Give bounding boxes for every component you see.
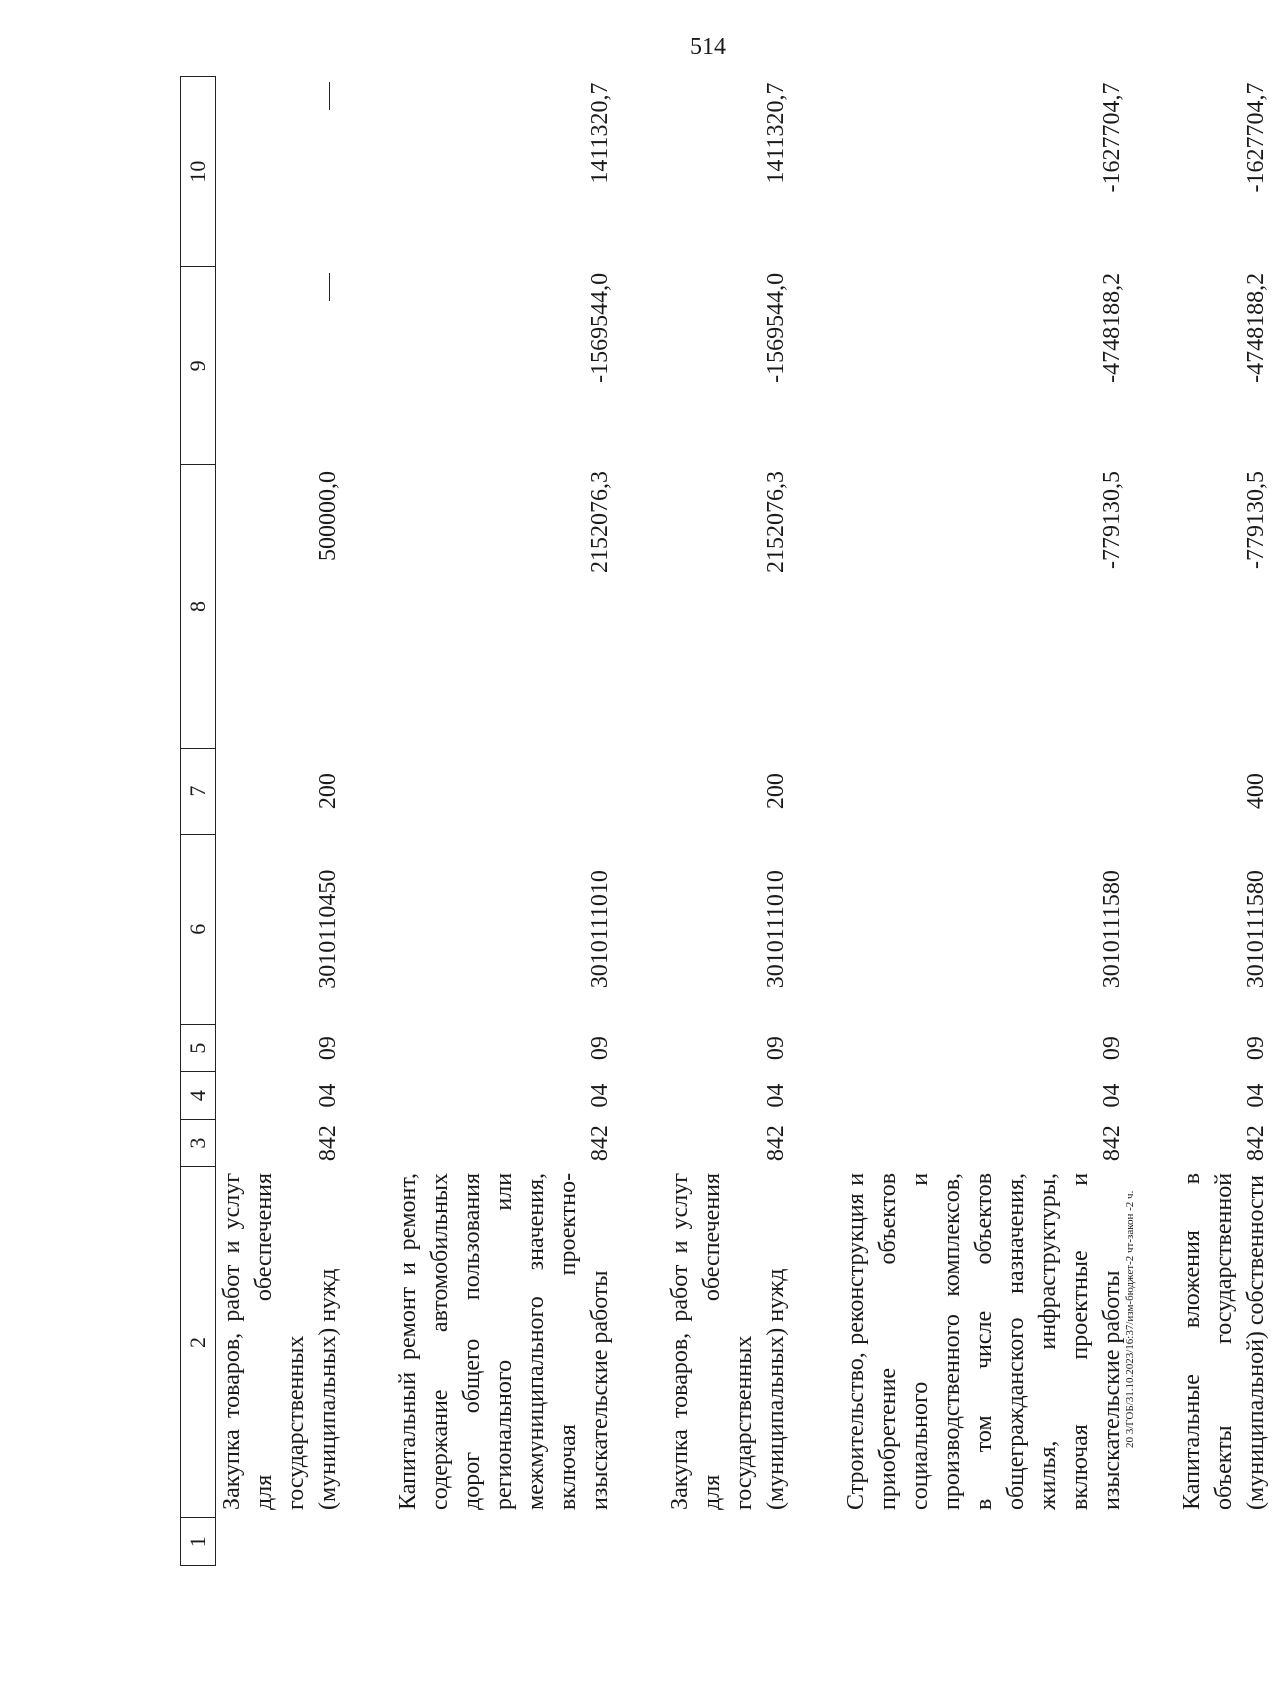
budget-table: [180, 76, 1272, 1566]
row-spacer: [792, 77, 840, 1566]
cell-expense-type: 200: [315, 773, 341, 810]
cell-amount-9: -1569544,0: [587, 272, 613, 383]
cell-subsection: 09: [315, 1036, 341, 1061]
row-description: Закупка товаров, работ и услуг для обеспечения государственных (муниципальных) нужд: [219, 1172, 341, 1510]
cell-section: 04: [1099, 1083, 1125, 1108]
cell-section: 04: [763, 1083, 789, 1108]
cell-target-article: 3010111010: [587, 870, 613, 989]
cell-amount-10: [216, 77, 345, 267]
cell-subsection: 09: [763, 1036, 789, 1061]
cell-ministry-code: 842: [315, 1125, 341, 1162]
cell-target-article: 3010110450: [315, 869, 341, 989]
header-cell: 8: [181, 465, 216, 748]
dash-mark: [329, 83, 330, 111]
cell-ministry-code: 842: [1099, 1125, 1125, 1162]
cell-amount-8: 2152076,3: [763, 470, 789, 573]
table-row: [216, 77, 345, 1566]
cell-expense-type: 400: [1243, 773, 1269, 810]
header-cell: 9: [181, 267, 216, 465]
table-row: [840, 77, 1128, 1566]
row-description: Закупка товаров, работ и услуг для обеспечения государственных (муниципальных) нужд: [667, 1172, 789, 1510]
row-spacer: [344, 77, 392, 1566]
cell-section: 04: [587, 1083, 613, 1108]
row-number: [392, 1518, 616, 1566]
footer-note: 20 3/ГОБ/31.10.2023/16:37/изм-бюджет-2 чт-закон -2 ч.: [1124, 1190, 1136, 1448]
header-cell: 5: [181, 1024, 216, 1072]
row-number: [216, 1518, 345, 1566]
header-cell: 6: [181, 834, 216, 1024]
header-cell: 10: [181, 77, 216, 267]
cell-amount-9: [216, 267, 345, 465]
row-number: [664, 1518, 792, 1566]
cell-ministry-code: 842: [1243, 1125, 1269, 1162]
cell-expense-type: [392, 748, 616, 834]
header-cell: 4: [181, 1072, 216, 1120]
cell-amount-9: -4748188,2: [1099, 272, 1125, 383]
row-description: Строительство, реконструкция и приобретение объектов социального и производственного комплексов, в том числе объектов общегражданского назначения, жилья, инфраструктуры, включая проектные и изыскательские работы: [843, 1172, 1125, 1510]
row-spacer: [616, 77, 664, 1566]
cell-amount-9: -1569544,0: [763, 272, 789, 383]
table-row: [664, 77, 792, 1566]
table-row: [392, 77, 616, 1566]
cell-subsection: 09: [1243, 1036, 1269, 1061]
cell-target-article: 3010111010: [763, 870, 789, 989]
cell-ministry-code: 842: [587, 1125, 613, 1162]
cell-subsection: 09: [1099, 1036, 1125, 1061]
row-number: [1176, 1518, 1272, 1566]
header-cell: 1: [181, 1518, 216, 1566]
budget-table-container: [180, 76, 1272, 1566]
cell-amount-10: 1411320,7: [763, 82, 789, 184]
cell-amount-10: 1411320,7: [587, 82, 613, 184]
header-cell: 7: [181, 748, 216, 834]
row-description: Капитальный ремонт и ремонт, содержание автомобильных дорог общего пользования регионального или межмуниципального значения, включая проектно-изыскательские работы: [395, 1172, 613, 1510]
cell-amount-10: -1627704,7: [1099, 82, 1125, 193]
cell-expense-type: 200: [763, 773, 789, 810]
row-description: Капитальные вложения в объекты государственной (муниципальной) собственности: [1179, 1172, 1269, 1510]
cell-amount-8: -779130,5: [1243, 470, 1269, 569]
cell-amount-10: -1627704,7: [1243, 82, 1269, 193]
cell-target-article: 3010111580: [1099, 870, 1125, 989]
cell-amount-8: -779130,5: [1099, 470, 1125, 569]
cell-ministry-code: 842: [763, 1125, 789, 1162]
cell-expense-type: [840, 748, 1128, 834]
page-number: 514: [690, 34, 726, 60]
cell-target-article: 3010111580: [1243, 870, 1269, 989]
cell-amount-8: 500000,0: [315, 470, 341, 561]
header-cell: 3: [181, 1119, 216, 1167]
cell-section: 04: [315, 1083, 341, 1108]
dash-mark: [329, 273, 330, 301]
cell-subsection: 09: [587, 1036, 613, 1061]
cell-amount-9: -4748188,2: [1243, 272, 1269, 383]
row-number: [840, 1518, 1128, 1566]
cell-amount-8: 2152076,3: [587, 470, 613, 573]
cell-section: 04: [1243, 1083, 1269, 1108]
table-row: [1176, 77, 1272, 1566]
header-row: [181, 77, 216, 1566]
header-cell: 2: [181, 1167, 216, 1518]
